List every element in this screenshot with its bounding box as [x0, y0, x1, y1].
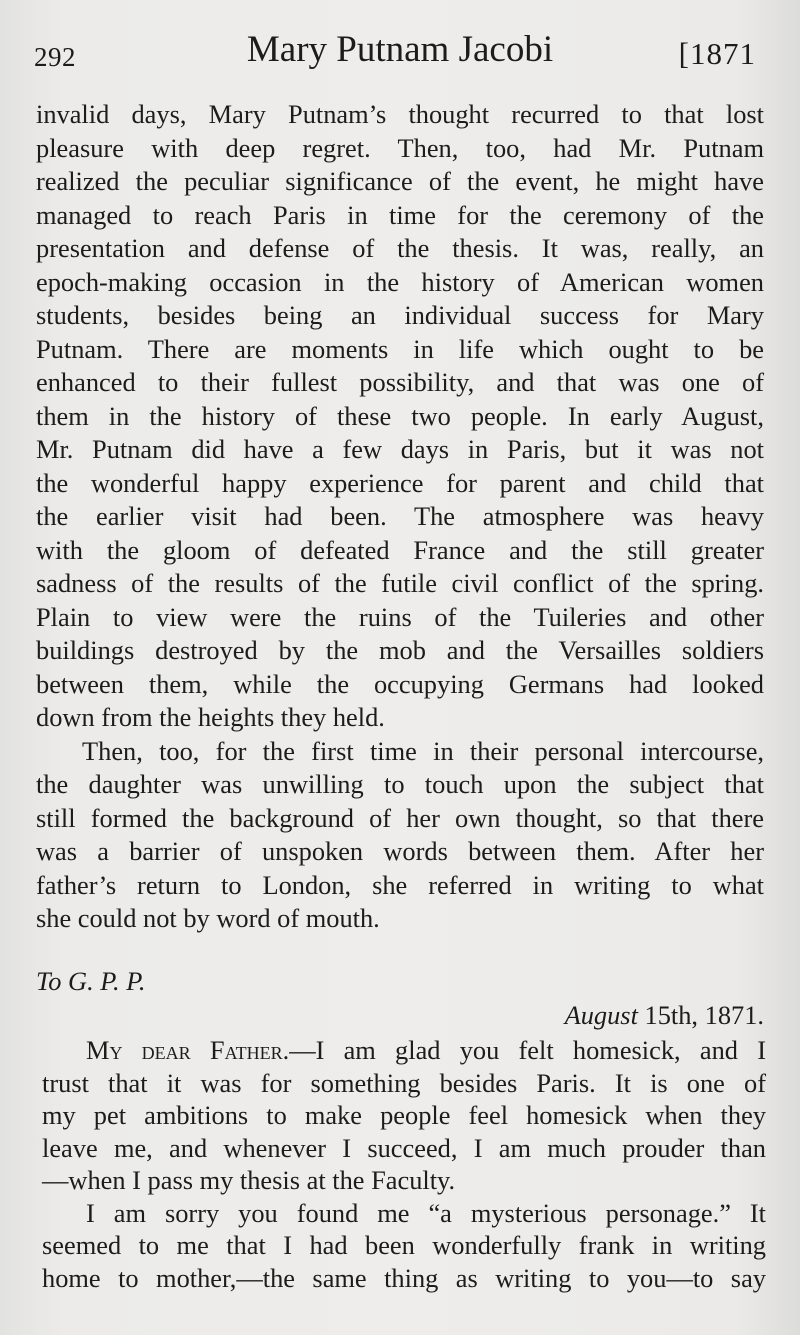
text-line: down from the heights they held.: [36, 702, 385, 732]
text-line: still formed the background of her own thought, so that there: [36, 802, 764, 833]
text-line: managed to reach Paris in time for the ceremony of the: [36, 199, 764, 230]
paragraph-2: [36, 735, 764, 936]
text-line: enhanced to their fullest possibility, and that was one of: [36, 367, 764, 397]
text-line: presentation and defense of the thesis. It was, really, an: [36, 233, 764, 263]
letter-date: [565, 1000, 764, 1031]
letter-body: [42, 1034, 766, 1294]
running-title: Mary Putnam Jacobi: [246, 29, 554, 70]
text-line: was a barrier of unspoken words between them. After her: [36, 836, 764, 866]
text-line: trust that it was for something besides Paris. It is one of: [42, 1067, 766, 1098]
text-line: between them, while the occupying Germans had looked: [36, 668, 764, 699]
text-line: —when I pass my thesis at the Faculty.: [42, 1165, 456, 1195]
text-line: seemed to me that I had been wonderfully frank in writing: [42, 1230, 766, 1260]
letter-date-month: August: [564, 1000, 638, 1030]
letter-paragraph-2: [42, 1197, 766, 1295]
text-line: Plain to view were the ruins of the Tuileries and other: [36, 601, 764, 632]
letter-heading: [36, 966, 764, 1030]
text-line: father’s return to London, she referred in writing to what: [36, 869, 764, 900]
text-line: my pet ambitions to make people feel homesick when they: [42, 1100, 766, 1130]
text-line: buildings destroyed by the mob and the Versailles soldiers: [36, 635, 764, 665]
text-line: them in the history of these two people. In early August,: [36, 400, 764, 431]
text-line: sadness of the results of the futile civil conflict of the spring.: [36, 568, 764, 598]
text-line: Then, too, for the first time in their personal intercourse,: [82, 735, 764, 766]
text-line: the daughter was unwilling to touch upon the subject that: [36, 769, 764, 799]
text-line: Mr. Putnam did have a few days in Paris, but it was not: [36, 434, 764, 464]
letter-date-rest: 15th, 1871.: [637, 1000, 764, 1030]
letter-opening: —I am glad you felt homesick, and I: [289, 1035, 766, 1065]
text-line: with the gloom of defeated France and the still greater: [36, 534, 764, 565]
text-line: she could not by word of mouth.: [36, 903, 380, 933]
text-line: the earlier visit had been. The atmosphere was heavy: [36, 501, 764, 531]
page-number: 292: [34, 42, 76, 72]
text-line: epoch-making occasion in the history of American women: [36, 266, 764, 297]
text-line: students, besides being an individual success for Mary: [36, 300, 764, 330]
text-line: [42, 1034, 766, 1067]
text-line: Putnam. There are moments in life which ought to be: [36, 333, 764, 364]
letter-salutation: My dear Father.: [86, 1035, 290, 1065]
paragraph-1: [36, 98, 764, 735]
text-line: realized the peculiar significance of the event, he might have: [36, 166, 764, 196]
letter-paragraph-1: [42, 1034, 766, 1197]
text-line: home to mother,—the same thing as writing to you—to say: [42, 1262, 766, 1293]
text-line: I am sorry you found me “a mysterious personage.” It: [86, 1197, 766, 1228]
header-year: [1871: [678, 36, 756, 71]
text-line: invalid days, Mary Putnam’s thought recurred to that lost: [36, 99, 764, 129]
main-text: [36, 98, 764, 936]
running-header: [0, 28, 800, 78]
text-line: leave me, and whenever I succeed, I am much prouder than: [42, 1132, 766, 1163]
text-line: the wonderful happy experience for parent and child that: [36, 467, 764, 498]
letter-recipient: To G. P. P.: [36, 966, 146, 996]
text-line: pleasure with deep regret. Then, too, had Mr. Putnam: [36, 132, 764, 163]
